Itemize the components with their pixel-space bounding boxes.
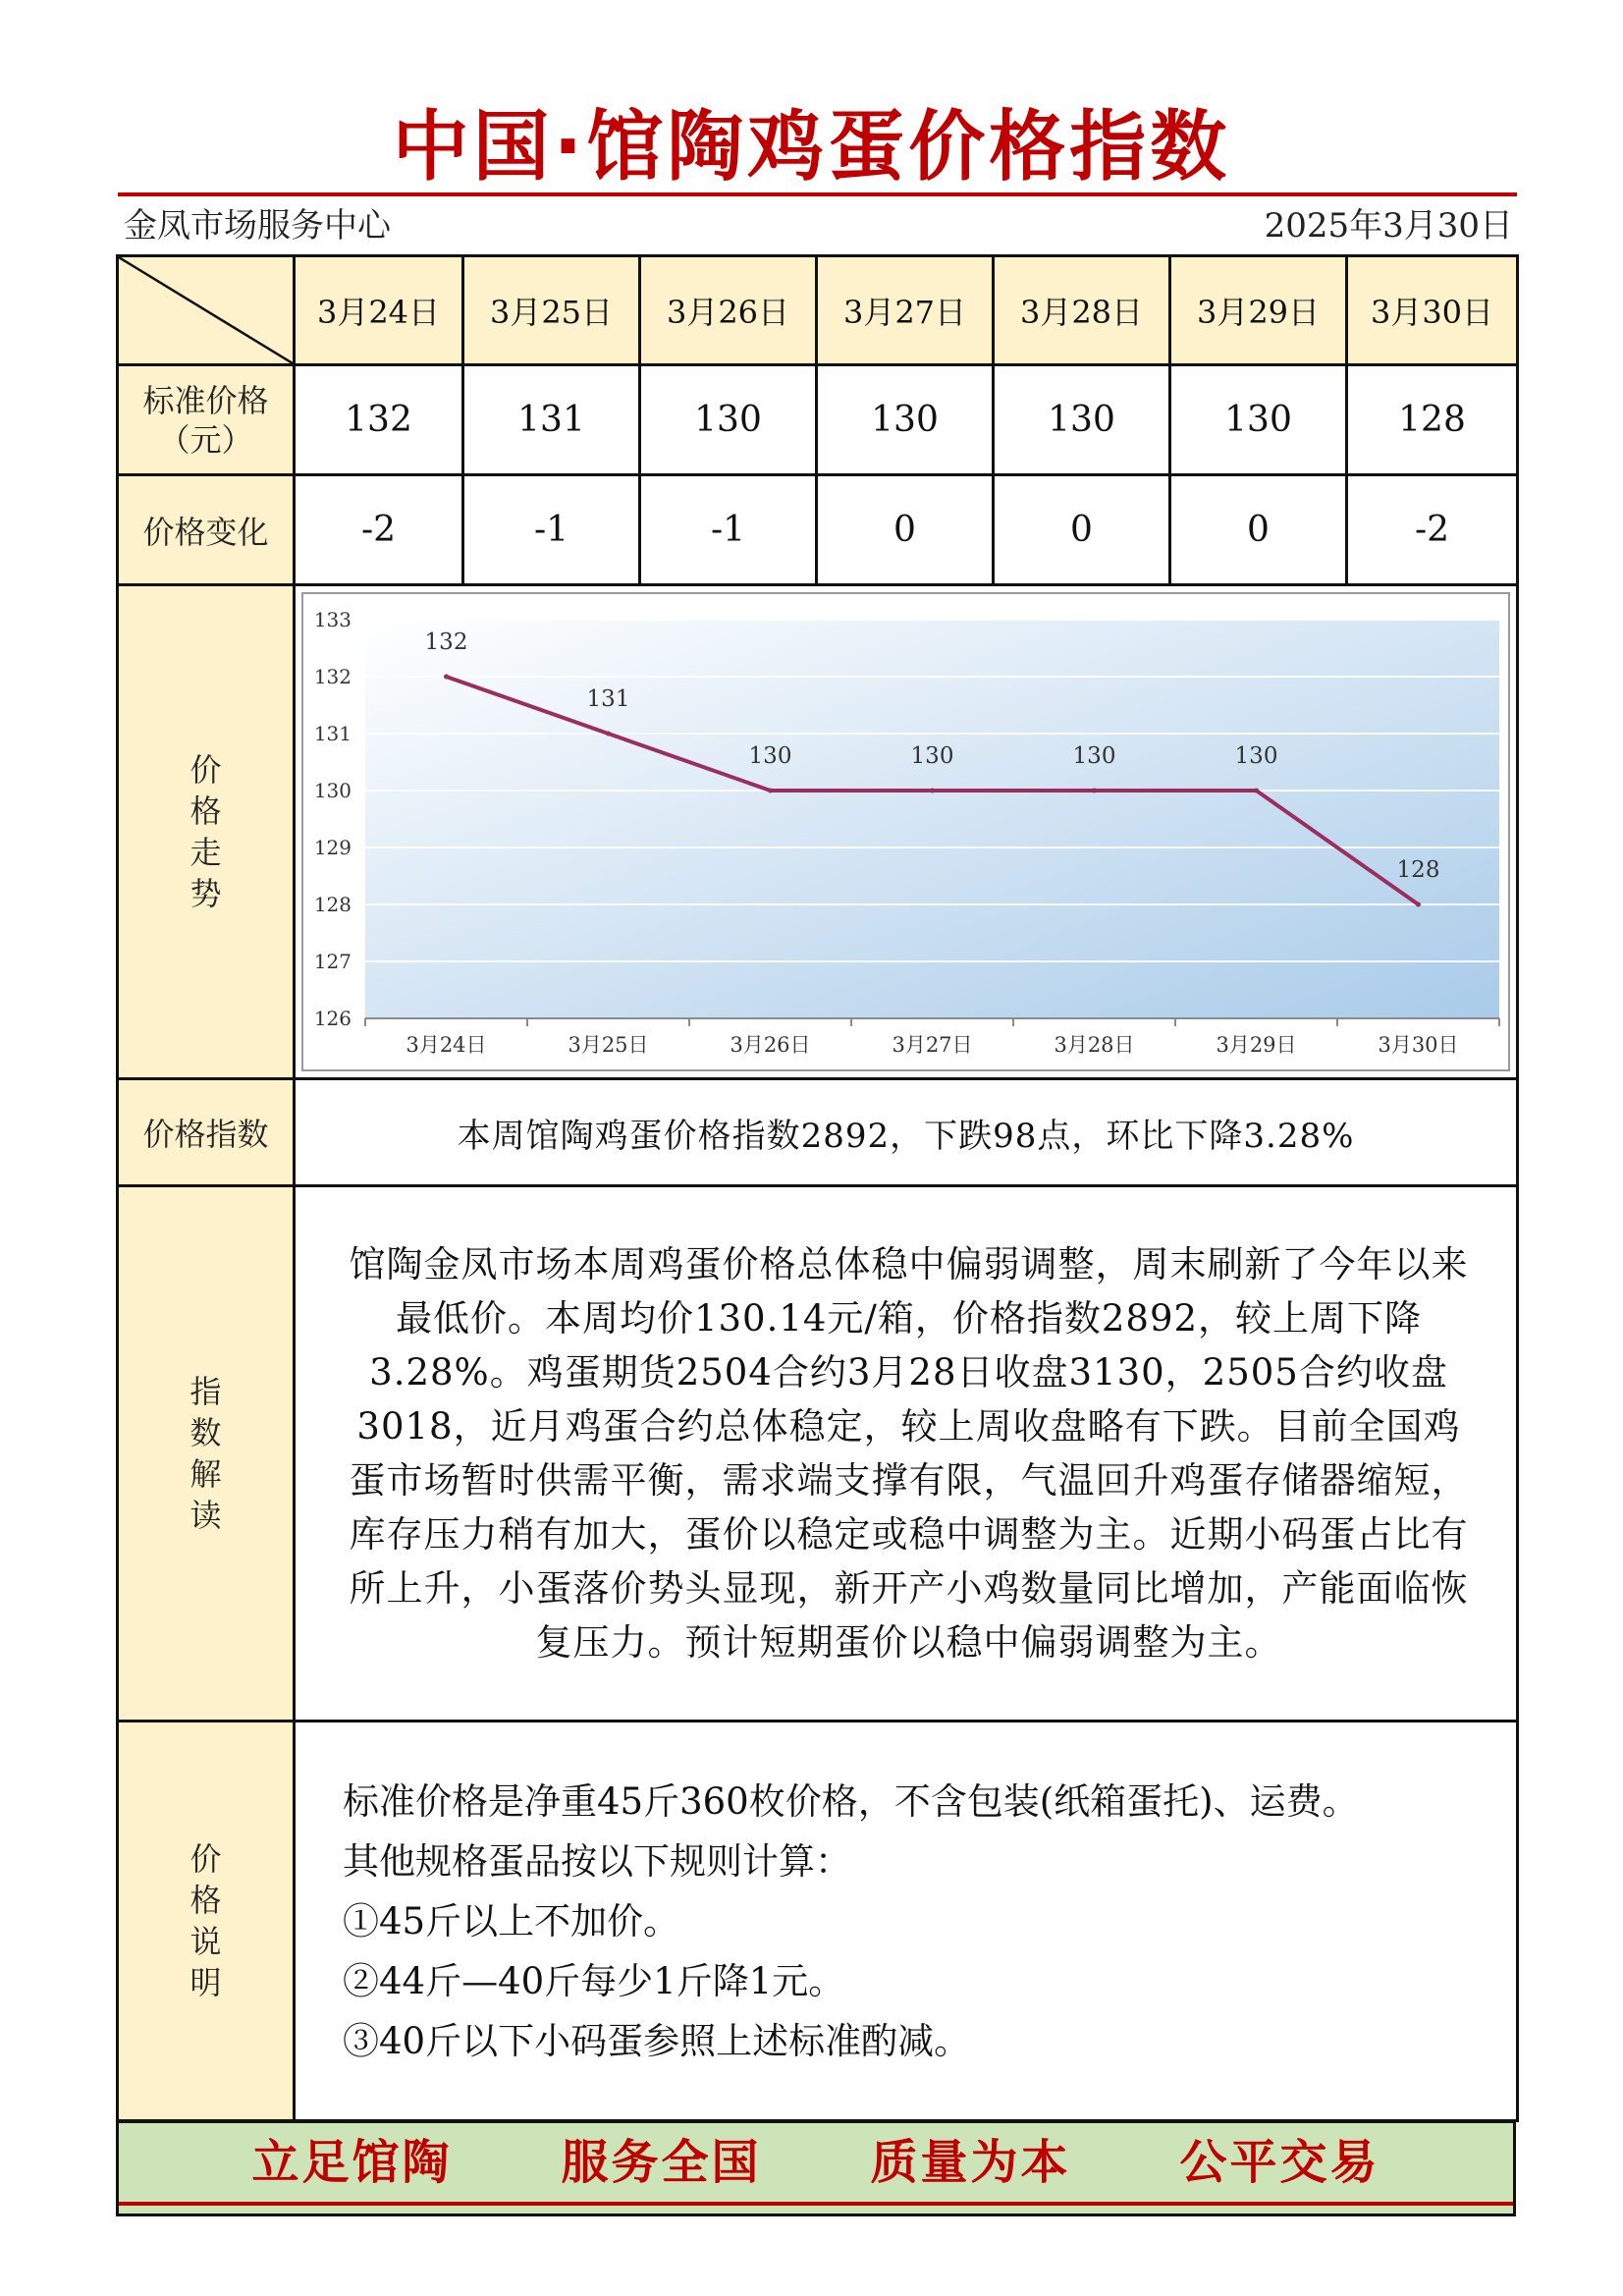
change-row-label: 价格变化 xyxy=(118,475,295,585)
change-cell: -1 xyxy=(463,475,640,585)
notes-content xyxy=(295,1722,1518,2121)
date-header: 3月28日 xyxy=(994,256,1170,365)
notes-label-char: 格 xyxy=(189,1882,222,1919)
price-label-line1: 标准价格 xyxy=(142,381,269,419)
y-tick-label: 127 xyxy=(313,950,352,973)
x-tick-label: 3月24日 xyxy=(406,1033,487,1057)
footer-slogans xyxy=(119,2133,1513,2192)
price-cell: 130 xyxy=(994,365,1170,475)
page-title: 中国·馆陶鸡蛋价格指数 xyxy=(392,103,1231,191)
data-point xyxy=(930,789,935,793)
change-cell: 0 xyxy=(1170,475,1347,585)
price-trend-chart xyxy=(303,594,1509,1069)
index-row-label: 价格指数 xyxy=(118,1079,295,1186)
note-line: ③40斤以下小码蛋参照上述标准酌减。 xyxy=(343,2019,971,2062)
data-point xyxy=(1092,789,1097,793)
note-line: ①45斤以上不加价。 xyxy=(343,1899,680,1942)
note-line: 标准价格是净重45斤360枚价格，不含包装(纸箱蛋托)、运费。 xyxy=(343,1779,1359,1823)
date-header: 3月29日 xyxy=(1170,256,1347,365)
date-header: 3月26日 xyxy=(640,256,817,365)
data-label: 130 xyxy=(910,743,954,769)
x-tick-label: 3月25日 xyxy=(568,1033,649,1057)
date-header: 3月25日 xyxy=(463,256,640,365)
x-tick-label: 3月28日 xyxy=(1054,1033,1135,1057)
footer-rule xyxy=(119,2202,1513,2206)
footer-slogan: 立足馆陶 xyxy=(251,2135,453,2190)
footer-band xyxy=(116,2120,1516,2216)
y-tick-label: 133 xyxy=(313,608,352,631)
x-tick-label: 3月30日 xyxy=(1378,1033,1459,1057)
interpretation-label-char: 指 xyxy=(189,1373,222,1410)
x-tick-label: 3月29日 xyxy=(1216,1033,1297,1057)
y-tick-label: 126 xyxy=(313,1007,352,1030)
trend-label-char: 走 xyxy=(189,834,222,871)
data-point xyxy=(444,675,449,680)
corner-cell xyxy=(118,256,295,365)
trend-row xyxy=(118,585,1518,1079)
change-cell: -2 xyxy=(295,475,463,585)
date-header: 3月30日 xyxy=(1347,256,1518,365)
price-sheet xyxy=(116,254,1516,2216)
price-cell: 130 xyxy=(640,365,817,475)
price-label-line2: （元） xyxy=(158,420,253,459)
interpretation-text: 馆陶金凤市场本周鸡蛋价格总体稳中偏弱调整，周末刷新了今年以来最低价。本周均价130.14元/箱，价格指数2892，较上周下降3.28%。鸡蛋期货2504合约3月28日收盘3130，2505合约收盘3018，近月鸡蛋合约总体稳定，较上周收盘略有下跌。目前全国鸡蛋市场暂时供需平衡，需求端支撑有限，气温回升鸡蛋存储器缩短，库存压力稍有加大，蛋价以稳定或稳中调整为主。近期小码蛋占比有所上升，小蛋落价势头显现，新开产小鸡数量同比增加，产能面临恢复压力。预计短期蛋价以稳中偏弱调整为主。 xyxy=(295,1186,1518,1722)
notes-row-label xyxy=(118,1722,295,2121)
footer-slogan: 质量为本 xyxy=(870,2135,1071,2190)
interpretation-row-label xyxy=(118,1186,295,1722)
data-point xyxy=(1416,902,1421,907)
data-label: 131 xyxy=(586,686,630,712)
x-tick-label: 3月26日 xyxy=(730,1033,811,1057)
price-table xyxy=(116,254,1519,2122)
index-summary: 本周馆陶鸡蛋价格指数2892，下跌98点，环比下降3.28% xyxy=(295,1079,1518,1186)
note-line: 其他规格蛋品按以下规则计算： xyxy=(343,1839,851,1883)
trend-label-char: 势 xyxy=(189,875,222,912)
price-cell: 130 xyxy=(817,365,994,475)
price-row-label xyxy=(118,365,295,475)
trend-label-char: 格 xyxy=(189,793,222,830)
data-label: 132 xyxy=(424,629,468,655)
data-label: 130 xyxy=(748,743,792,769)
price-row xyxy=(118,365,1518,475)
change-row xyxy=(118,475,1518,585)
interpretation-label-char: 数 xyxy=(189,1414,222,1451)
change-cell: -2 xyxy=(1347,475,1518,585)
y-tick-label: 128 xyxy=(313,893,352,916)
trend-label-char: 价 xyxy=(189,751,222,789)
trend-row-label xyxy=(118,585,295,1079)
data-label: 128 xyxy=(1396,857,1440,883)
change-cell: -1 xyxy=(640,475,817,585)
note-line: ②44斤—40斤每少1斤降1元。 xyxy=(343,1959,845,2002)
report-date: 2025年3月30日 xyxy=(1264,206,1513,246)
price-cell: 131 xyxy=(463,365,640,475)
notes-label-char: 明 xyxy=(189,1964,222,2001)
data-point xyxy=(768,789,773,793)
data-point xyxy=(606,732,611,737)
org-name: 金凤市场服务中心 xyxy=(124,206,391,246)
footer-slogan: 服务全国 xyxy=(561,2135,762,2190)
y-tick-label: 129 xyxy=(313,836,352,859)
footer-slogan: 公平交易 xyxy=(1179,2135,1380,2190)
index-row xyxy=(118,1079,1518,1186)
date-header: 3月24日 xyxy=(295,256,463,365)
price-cell: 132 xyxy=(295,365,463,475)
date-header: 3月27日 xyxy=(817,256,994,365)
chart-grid xyxy=(365,620,1499,1018)
y-tick-label: 131 xyxy=(313,722,352,745)
notes-label-char: 说 xyxy=(189,1923,222,1960)
date-header-row xyxy=(118,256,1518,365)
y-tick-label: 130 xyxy=(313,779,352,802)
notes-label-char: 价 xyxy=(189,1840,222,1878)
x-tick-label: 3月27日 xyxy=(892,1033,973,1057)
price-cell: 128 xyxy=(1347,365,1518,475)
title-rule xyxy=(118,192,1517,196)
interpretation-row xyxy=(118,1186,1518,1722)
change-cell: 0 xyxy=(994,475,1170,585)
plot-area xyxy=(365,620,1499,1018)
chart-frame xyxy=(301,592,1510,1071)
interpretation-label-char: 读 xyxy=(189,1497,222,1534)
corner-diagonal xyxy=(119,257,293,363)
change-cell: 0 xyxy=(817,475,994,585)
y-tick-label: 132 xyxy=(313,665,352,688)
interpretation-label-char: 解 xyxy=(189,1455,222,1493)
data-label: 130 xyxy=(1234,743,1278,769)
trend-chart-cell xyxy=(295,585,1518,1079)
data-point xyxy=(1254,789,1259,793)
price-cell: 130 xyxy=(1170,365,1347,475)
data-label: 130 xyxy=(1072,743,1116,769)
notes-row xyxy=(118,1722,1518,2121)
